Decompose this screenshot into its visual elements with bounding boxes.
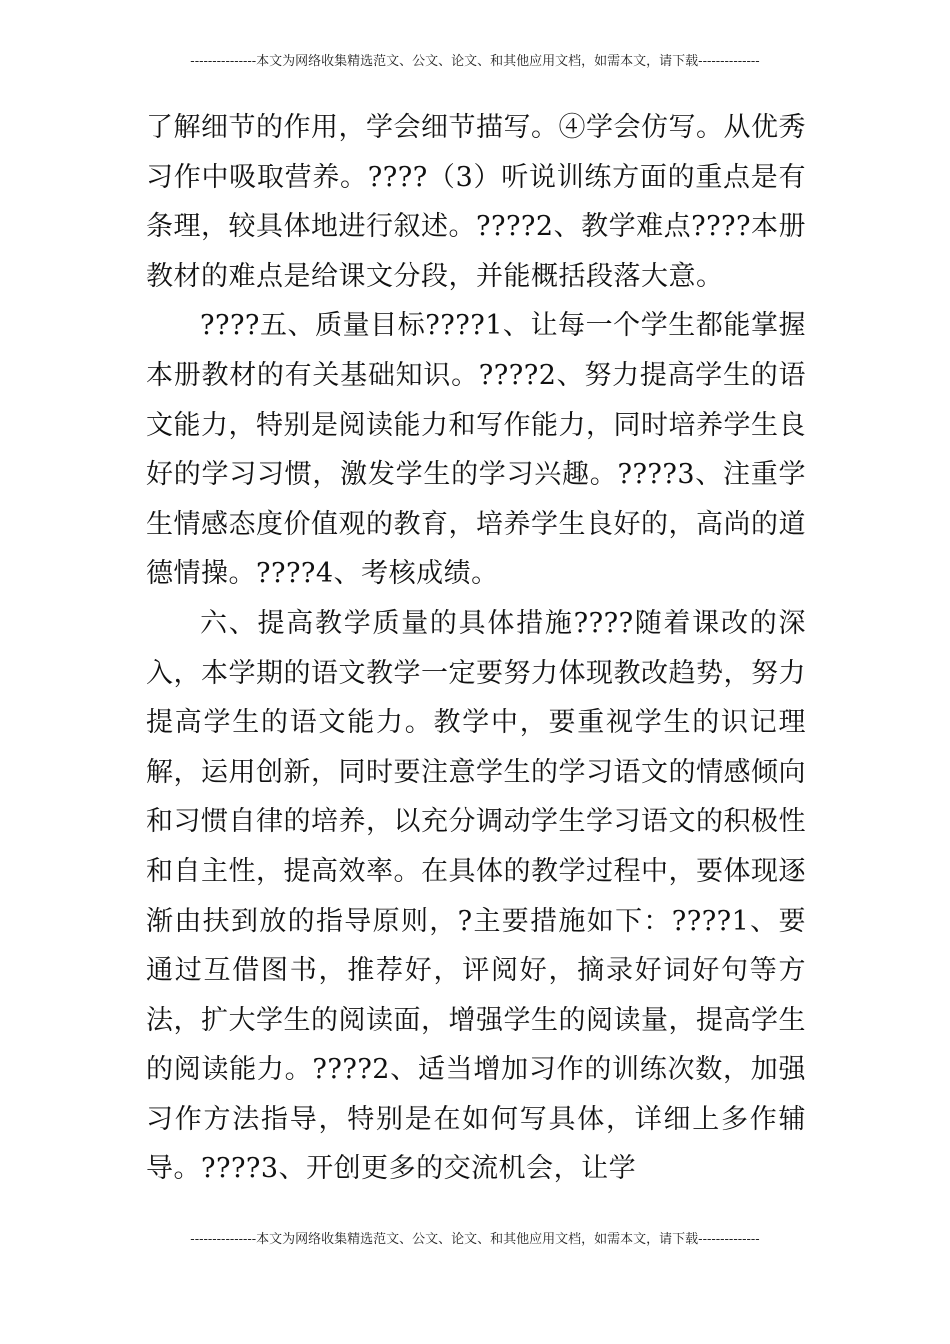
paragraph-quality-goals: ????五、质量目标????1、让每一个学生都能掌握本册教材的有关基础知识。????2、努力提高学生的语文能力，特别是阅读能力和写作能力，同时培养学生良好的学习习惯，激发学生的学习兴趣。????3、注重学生情感态度价值观的教育，培养学生良好的，高尚的道德情操。????4、考核成绩。 (146, 310, 806, 590)
page-footer: ---------------本文为网络收集精选范文、公文、论文、和其他应用文档，如需本文，请下载-------------- (190, 1232, 760, 1247)
paragraph-teaching-measures: 六、提高教学质量的具体措施????随着课改的深入，本学期的语文教学一定要努力体现教改趋势，努力提高学生的语文能力。教学中，要重视学生的识记理解，运用创新，同时要注意学生的学习语文的情感倾向和习惯自律的培养，以充分调动学生学习语文的积极性和自主性，提高效率。在具体的教学过程中，要体现逐渐由扶到放的指导原则，?主要措施如下：????1、要通过互借图书，推荐好，评阅好，摘录好词好句等方法，扩大学生的阅读面，增强学生的阅读量，提高学生的阅读能力。????2、适当增加习作的训练次数，加强习作方法指导，特别是在如何写具体，详细上多作辅导。????3、开创更多的交流机会，让学 (146, 607, 806, 1185)
page-header: ---------------本文为网络收集精选范文、公文、论文、和其他应用文档，如需本文，请下载-------------- (190, 54, 760, 69)
paragraph-teaching-focus: 了解细节的作用，学会细节描写。④学会仿写。从优秀习作中吸取营养。????（3）听说训练方面的重点是有条理，较具体地进行叙述。????2、教学难点????本册教材的难点是给课文分段，并能概括段落大意。 (146, 112, 806, 292)
document-body (146, 103, 806, 1194)
